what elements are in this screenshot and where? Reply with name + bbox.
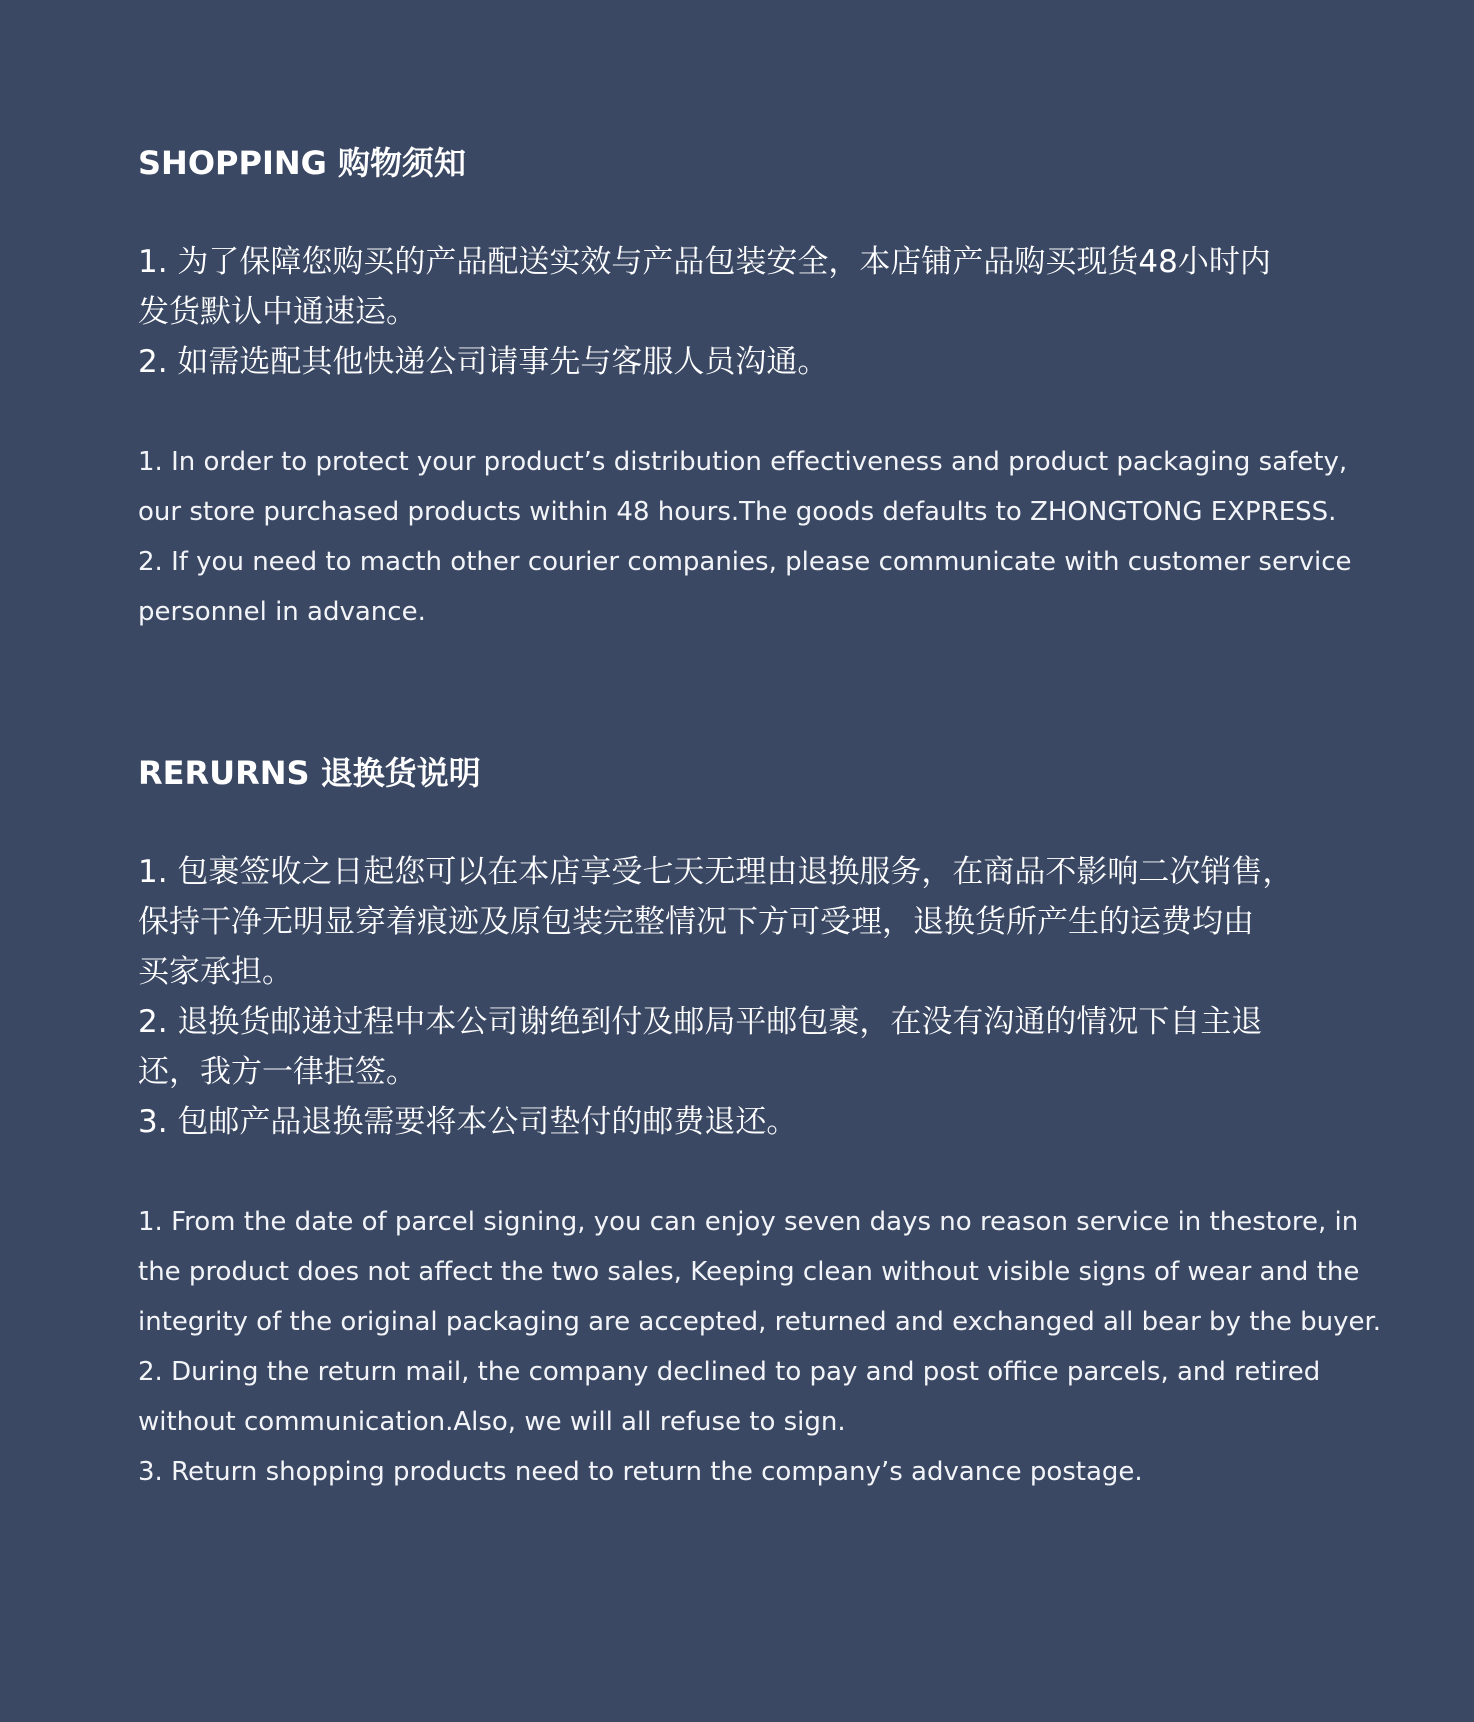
returns-title: RERURNS 退换货说明 (138, 754, 481, 792)
shopping-en-line: personnel in advance. (138, 597, 426, 627)
shopping-english-text (138, 437, 1352, 637)
returns-cn-line: 还，我方一律拒签。 (138, 1054, 417, 1090)
shopping-section (138, 138, 1352, 637)
returns-en-line: 3. Return shopping products need to return the company’s advance postage. (138, 1457, 1143, 1487)
shopping-cn-line: 发货默认中通速运。 (138, 294, 417, 330)
returns-chinese-text (138, 847, 1348, 1147)
returns-cn-line: 1. 包裹签收之日起您可以在本店享受七天无理由退换服务，在商品不影响二次销售， (138, 854, 1294, 890)
returns-en-line: integrity of the original packaging are accepted, returned and exchanged all bear by the buyer. (138, 1307, 1382, 1337)
returns-en-line: 1. From the date of parcel signing, you can enjoy seven days no reason service in thestore, in (138, 1207, 1359, 1237)
shopping-en-line: our store purchased products within 48 hours.The goods defaults to ZHONGTONG EXPRESS. (138, 497, 1337, 527)
returns-english-text (138, 1197, 1382, 1497)
returns-cn-line: 买家承担。 (138, 954, 293, 990)
shopping-en-line: 1. In order to protect your product’s distribution effectiveness and product packaging safety, (138, 447, 1348, 477)
returns-cn-line: 3. 包邮产品退换需要将本公司垫付的邮费退还。 (138, 1104, 798, 1140)
shopping-cn-line: 2. 如需选配其他快递公司请事先与客服人员沟通。 (138, 344, 829, 380)
returns-cn-line: 2. 退换货邮递过程中本公司谢绝到付及邮局平邮包裹，在没有沟通的情况下自主退 (138, 1004, 1263, 1040)
returns-en-line: 2. During the return mail, the company declined to pay and post office parcels, and retired (138, 1357, 1321, 1387)
returns-section (138, 748, 1382, 1497)
shopping-title: SHOPPING 购物须知 (138, 144, 467, 182)
returns-en-line: without communication.Also, we will all refuse to sign. (138, 1407, 846, 1437)
shopping-en-line: 2. If you need to macth other courier companies, please communicate with customer service (138, 547, 1352, 577)
shopping-chinese-text (138, 237, 1348, 387)
returns-cn-line: 保持干净无明显穿着痕迹及原包装完整情况下方可受理，退换货所产生的运费均由 (138, 904, 1254, 940)
returns-en-line: the product does not affect the two sales, Keeping clean without visible signs of wear and the (138, 1257, 1360, 1287)
shopping-cn-line: 1. 为了保障您购买的产品配送实效与产品包装安全，本店铺产品购买现货48小时内 (138, 244, 1271, 280)
